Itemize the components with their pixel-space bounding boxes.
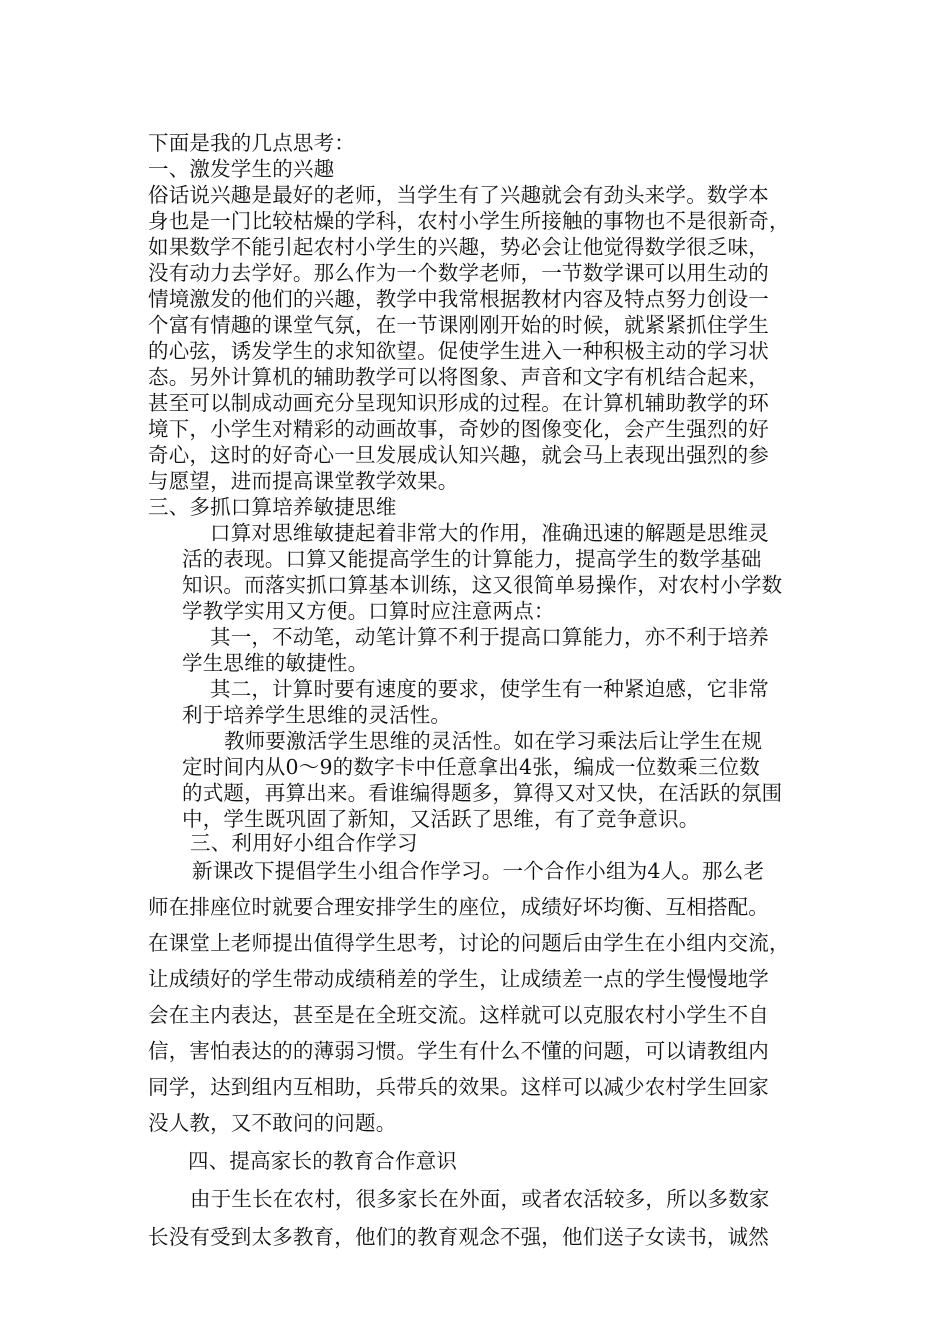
paragraph-line: 教师要激活学生思维的灵活性。如在学习乘法后让学生在规 bbox=[224, 729, 763, 753]
paragraph-line: 在课堂上老师提出值得学生思考，讨论的问题后由学生在小组内交流， bbox=[148, 931, 790, 955]
section-heading: 四、提高家长的教育合作意识 bbox=[188, 1149, 458, 1173]
paragraph-line: 没有动力去学好。那么作为一个数学老师，一节数学课可以用生动的 bbox=[148, 261, 769, 285]
paragraph-line: 身也是一门比较枯燥的学科，农村小学生所接触的事物也不是很新奇， bbox=[148, 209, 790, 233]
paragraph-line: 没人教，又不敢问的问题。 bbox=[148, 1111, 397, 1135]
paragraph-line: 态。另外计算机的辅助教学可以将图象、声音和文字有机结合起来， bbox=[148, 365, 769, 389]
paragraph-line: 师在排座位时就要合理安排学生的座位，成绩好坏均衡、互相搭配。 bbox=[148, 895, 769, 919]
paragraph-line: 同学，达到组内互相助，兵带兵的效果。这样可以减少农村学生回家 bbox=[148, 1075, 769, 1099]
paragraph-line: 其一，不动笔，动笔计算不利于提高口算能力，亦不利于培养 bbox=[210, 625, 769, 649]
paragraph-line: 个富有情趣的课堂气氛，在一节课刚刚开始的时候，就紧紧抓住学生 bbox=[148, 313, 769, 337]
paragraph-line: 知识。而落实抓口算基本训练，这又很简单易操作，对农村小学数 bbox=[182, 573, 783, 597]
paragraph-line: 利于培养学生思维的灵活性。 bbox=[182, 703, 452, 727]
paragraph-line: 甚至可以制成动画充分呈现知识形成的过程。在计算机辅助教学的环 bbox=[148, 391, 769, 415]
paragraph-line: 的式题，再算出来。看谁编得题多，算得又对又快，在活跃的氛围 bbox=[182, 781, 783, 805]
paragraph-line: 定时间内从0～9的数字卡中任意拿出4张，编成一位数乘三位数 bbox=[182, 755, 760, 779]
paragraph-line: 信，害怕表达的的薄弱习惯。学生有什么不懂的问题，可以请教组内 bbox=[148, 1039, 769, 1063]
paragraph-line: 学教学实用又方便。口算时应注意两点： bbox=[182, 599, 555, 623]
section-heading: 一、激发学生的兴趣 bbox=[148, 157, 335, 181]
paragraph-line: 如果数学不能引起农村小学生的兴趣，势必会让他觉得数学很乏味， bbox=[148, 235, 769, 259]
paragraph-line: 活的表现。口算又能提高学生的计算能力，提高学生的数学基础 bbox=[182, 547, 762, 571]
section-heading: 三、利用好小组合作学习 bbox=[190, 831, 418, 855]
intro-line: 下面是我的几点思考： bbox=[148, 131, 355, 155]
paragraph-line: 境下，小学生对精彩的动画故事，奇妙的图像变化，会产生强烈的好 bbox=[148, 417, 769, 441]
paragraph-line: 新课改下提倡学生小组合作学习。一个合作小组为4人。那么老 bbox=[192, 859, 765, 883]
paragraph-line: 由于生长在农村，很多家长在外面，或者农活较多，所以多数家 bbox=[190, 1187, 770, 1211]
paragraph-line: 长没有受到太多教育，他们的教育观念不强，他们送子女读书，诚然 bbox=[148, 1225, 769, 1249]
section-heading: 三、多抓口算培养敏捷思维 bbox=[148, 495, 397, 519]
paragraph-line: 中，学生既巩固了新知，又活跃了思维，有了竞争意识。 bbox=[182, 807, 700, 831]
paragraph-line: 奇心，这时的好奇心一旦发展成认知兴趣，就会马上表现出强烈的参 bbox=[148, 443, 769, 467]
paragraph-line: 让成绩好的学生带动成绩稍差的学生，让成绩差一点的学生慢慢地学 bbox=[148, 967, 769, 991]
paragraph-line: 俗话说兴趣是最好的老师，当学生有了兴趣就会有劲头来学。数学本 bbox=[148, 183, 769, 207]
paragraph-line: 会在主内表达，甚至是在全班交流。这样就可以克服农村小学生不自 bbox=[148, 1003, 769, 1027]
paragraph-line: 口算对思维敏捷起着非常大的作用，准确迅速的解题是思维灵 bbox=[210, 521, 769, 545]
paragraph-line: 情境激发的他们的兴趣，教学中我常根据教材内容及特点努力创设一 bbox=[148, 287, 769, 311]
paragraph-line: 的心弦，诱发学生的求知欲望。促使学生进入一种积极主动的学习状 bbox=[148, 339, 769, 363]
paragraph-line: 与愿望，进而提高课堂教学效果。 bbox=[148, 469, 459, 493]
paragraph-line: 其二，计算时要有速度的要求，使学生有一种紧迫感，它非常 bbox=[210, 677, 769, 701]
paragraph-line: 学生思维的敏捷性。 bbox=[182, 651, 369, 675]
